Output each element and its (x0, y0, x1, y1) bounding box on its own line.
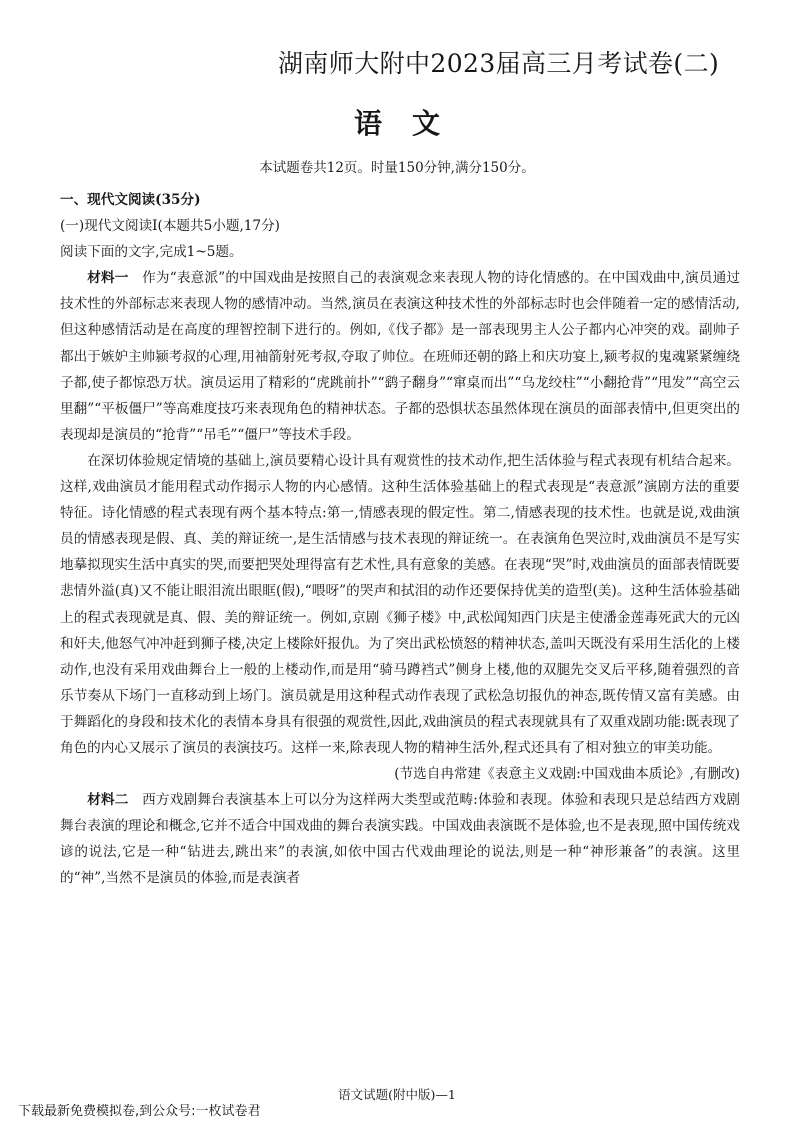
instruction: 阅读下面的文字,完成1~5题。 (60, 244, 243, 261)
material1-paragraph2: 在深切体验规定情境的基础上,演员要精心设计具有观赏性的技术动作,把生活体验与程式表现有机结合起来。这样,戏曲演员才能用程式动作揭示人物的内心感情。这种生活体验基础上的程式表现是“表意派”演剧方法的重要特征。诗化情感的程式表现有两个基本特点:第一,情感表现的假定性。第二,情感表现的技术性。也就是说,戏曲演员的情感表现是假、真、美的辩证统一,是生活情感与技术表现的辩证统一。在表演角色哭泣时,戏曲演员不是写实地摹拟现实生活中真实的哭,而要把哭处理得富有艺术性,具有意象的美感。在表现“哭”时,戏曲演员的面部表情既要悲情外溢(真)又不能让眼泪流出眼眶(假),“喂呀”的哭声和拭泪的动作还要保持优美的造型(美)。这种生活体验基础上的程式表现就是真、假、美的辩证统一。例如,京剧《狮子楼》中,武松闻知西门庆是主使潘金莲毒死武大的元凶和奸夫,他怒气冲冲赶到狮子楼,决定上楼除奸报仇。为了突出武松愤怒的精神状态,盖叫天既没有采用生活化的上楼动作,也没有采用戏曲舞台上一般的上楼动作,而是用“骑马蹲裆式”侧身上楼,他的双腿先交叉后平移,随着强烈的音乐节奏从下场门一直移动到上场门。演员就是用这种程式动作表现了武松急切报仇的神态,既传情又富有美感。由于舞蹈化的身段和技术化的表情本身具有很强的观赏性,因此,戏曲演员的程式表现就具有了双重戏剧功能:既表现了角色的内心又展示了演员的表演技巧。这样一来,除表现人物的精神生活外,程式还具有了相对独立的审美功能。 (60, 452, 740, 756)
exam-title: 湖南师大附中2023届高三月考试卷(二) (278, 49, 720, 78)
exam-info: 本试题卷共12页。时量150分钟,满分150分。 (259, 160, 535, 176)
download-notice: 下载最新免费模拟卷,到公众号:一枚试卷君 (18, 1104, 261, 1119)
material1-label: 材料一 (87, 270, 129, 287)
subject-title: 语文 (353, 107, 470, 140)
section-title: 一、现代文阅读(35分) (60, 192, 201, 208)
exam-content (60, 187, 740, 892)
page-footer: 语文试题(附中版)—1 (338, 1087, 456, 1102)
material1-source: (节选自冉常建《表意主义戏剧:中国戏曲本质论》,有删改) (394, 766, 740, 783)
material1-paragraph1 (60, 265, 740, 448)
material2-label: 材料二 (87, 792, 129, 809)
material2-para1-text: 西方戏剧舞台表演基本上可以分为这样两大类型或范畴:体验和表现。体验和表现只是总结西方戏剧舞台表演的理论和概念,它并不适合中国戏曲的舞台表演实践。中国戏曲表演既不是体验,也不是表现,照中国传统戏谚的说法,它是一种“钻进去,跳出来”的表演,如依中国古代戏曲理论的说法,则是一种“神形兼备”的表演。这里的“神”,当然不是演员的体验,而是表演者 (60, 792, 740, 887)
material1-para1-text: 作为“表意派”的中国戏曲是按照自己的表演观念来表现人物的诗化情感的。在中国戏曲中,演员通过技术性的外部标志来表现人物的感情冲动。当然,演员在表演这种技术性的外部标志时也会伴随着一定的感情活动,但这种感情活动是在高度的理智控制下进行的。例如,《伐子都》是一部表现男主人公子都内心冲突的戏。副帅子都出于嫉妒主帅颍考叔的心理,用袖箭射死考叔,夺取了帅位。在班师还朝的路上和庆功宴上,颍考叔的鬼魂紧紧缠绕子都,使子都惊恐万状。演员运用了精彩的“虎跳前扑”“鹞子翻身”“窜桌而出”“乌龙绞柱”“小翻抢背”“甩发”“高空云里翻”“平板僵尸”等高难度技巧来表现角色的精神状态。子都的恐惧状态虽然体现在演员的面部表情中,但更突出的表现却是演员的“抢背”“吊毛”“僵尸”等技术手段。 (60, 270, 741, 443)
subsection-title: (一)现代文阅读Ⅰ(本题共5小题,17分) (60, 218, 280, 235)
material2-paragraph1 (60, 787, 740, 891)
